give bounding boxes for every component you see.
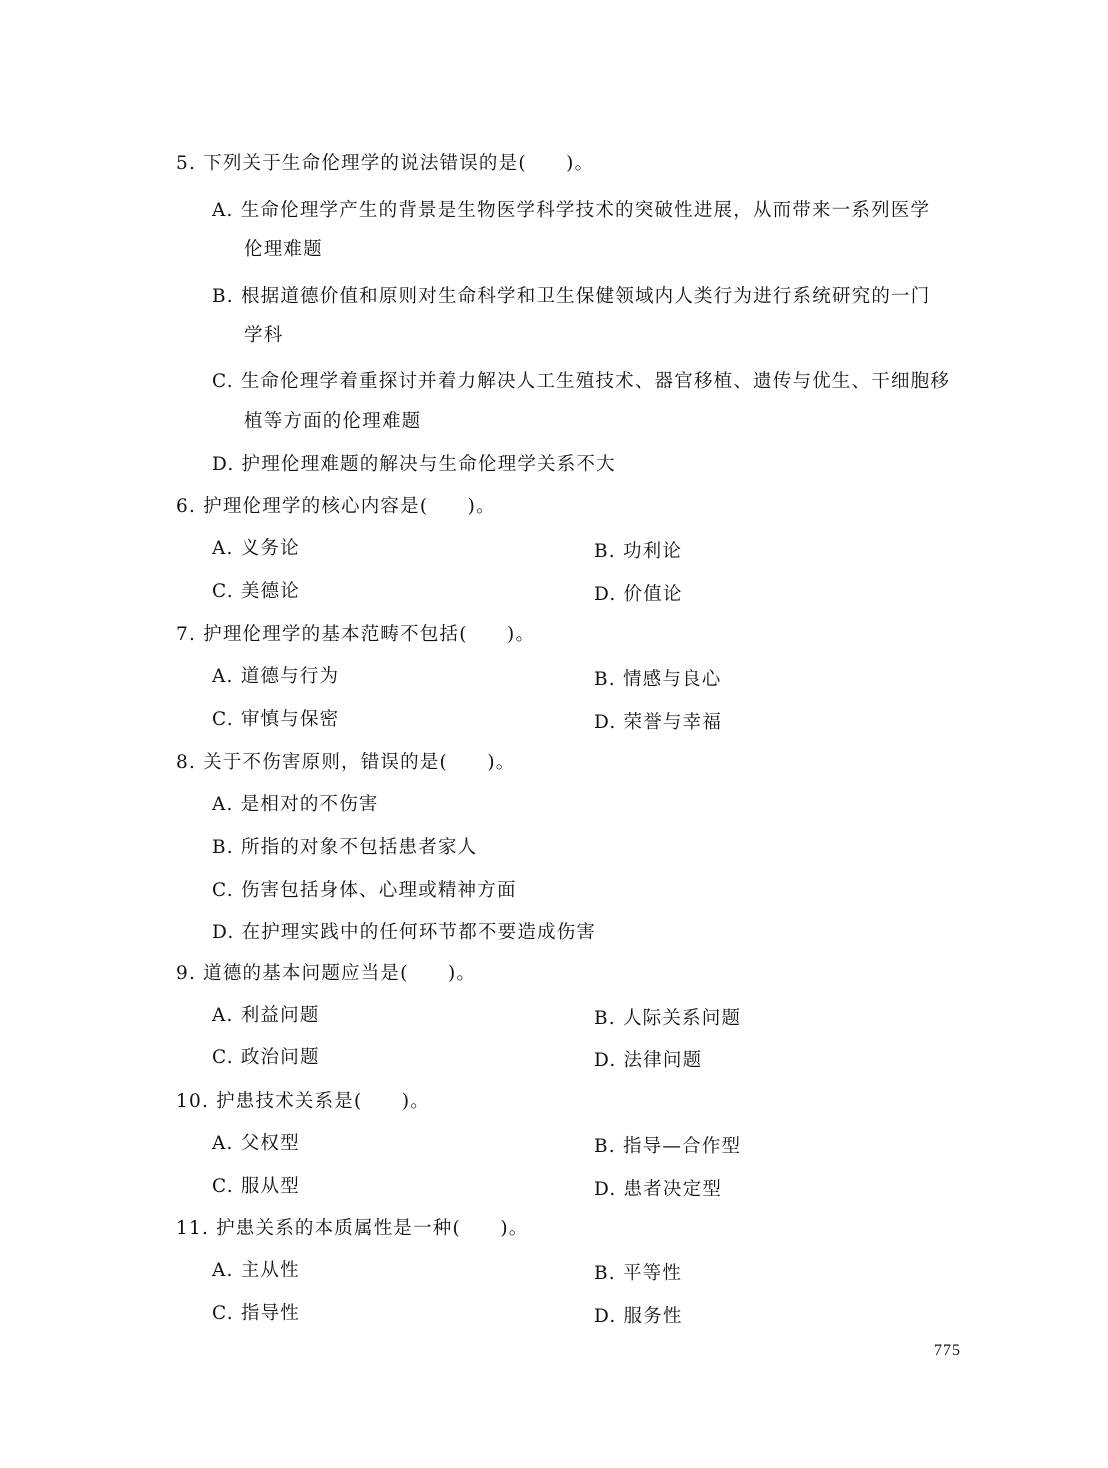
- question-9-option-b: B. 人际关系问题: [594, 1008, 742, 1029]
- question-9-stem: 9. 道德的基本问题应当是( )。: [176, 963, 477, 984]
- question-10-option-d: D. 患者决定型: [594, 1179, 723, 1200]
- question-5-option-a-cont: 伦理难题: [244, 239, 323, 260]
- question-10-stem: 10. 护患技术关系是( )。: [176, 1091, 430, 1112]
- question-11-option-a: A. 主从性: [212, 1260, 300, 1281]
- question-5-option-d: D. 护理伦理难题的解决与生命伦理学关系不大: [212, 454, 616, 475]
- question-8-option-d: D. 在护理实践中的任何环节都不要造成伤害: [212, 922, 597, 943]
- question-7-option-c: C. 审慎与保密: [212, 709, 340, 730]
- question-5-option-c-cont: 植等方面的伦理难题: [244, 411, 422, 432]
- page-number: 775: [934, 1342, 961, 1359]
- question-8-option-a: A. 是相对的不伤害: [212, 794, 379, 815]
- question-5-option-b-cont: 学科: [244, 325, 284, 346]
- question-6-option-a: A. 义务论: [212, 538, 300, 559]
- question-11-option-d: D. 服务性: [594, 1306, 683, 1327]
- question-5-option-a: A. 生命伦理学产生的背景是生物医学科学技术的突破性进展，从而带来一系列医学: [212, 200, 931, 221]
- question-6-option-c: C. 美德论: [212, 581, 300, 602]
- question-6-stem: 6. 护理伦理学的核心内容是( )。: [176, 496, 496, 517]
- question-6-option-b: B. 功利论: [594, 541, 683, 562]
- question-7-stem: 7. 护理伦理学的基本范畴不包括( )。: [176, 624, 536, 645]
- question-8-option-b: B. 所指的对象不包括患者家人: [212, 837, 478, 858]
- question-11-stem: 11. 护患关系的本质属性是一种( )。: [176, 1218, 529, 1239]
- question-6-option-d: D. 价值论: [594, 584, 683, 605]
- question-5-option-b: B. 根据道德价值和原则对生命科学和卫生保健领域内人类行为进行系统研究的一门: [212, 286, 931, 307]
- question-5-stem: 5. 下列关于生命伦理学的说法错误的是( )。: [176, 153, 595, 174]
- question-5-option-c: C. 生命伦理学着重探讨并着力解决人工生殖技术、器官移植、遗传与优生、干细胞移: [212, 371, 951, 392]
- question-10-option-a: A. 父权型: [212, 1133, 300, 1154]
- question-10-option-c: C. 服从型: [212, 1176, 300, 1197]
- question-9-option-d: D. 法律问题: [594, 1050, 703, 1071]
- question-7-option-b: B. 情感与良心: [594, 669, 722, 690]
- question-11-option-b: B. 平等性: [594, 1263, 683, 1284]
- question-9-option-c: C. 政治问题: [212, 1047, 320, 1068]
- question-9-option-a: A. 利益问题: [212, 1005, 320, 1026]
- question-10-option-b: B. 指导—合作型: [594, 1136, 742, 1157]
- question-8-stem: 8. 关于不伤害原则，错误的是( )。: [176, 752, 516, 773]
- question-7-option-a: A. 道德与行为: [212, 666, 340, 687]
- question-7-option-d: D. 荣誉与幸福: [594, 712, 723, 733]
- question-11-option-c: C. 指导性: [212, 1303, 300, 1324]
- question-8-option-c: C. 伤害包括身体、心理或精神方面: [212, 880, 517, 901]
